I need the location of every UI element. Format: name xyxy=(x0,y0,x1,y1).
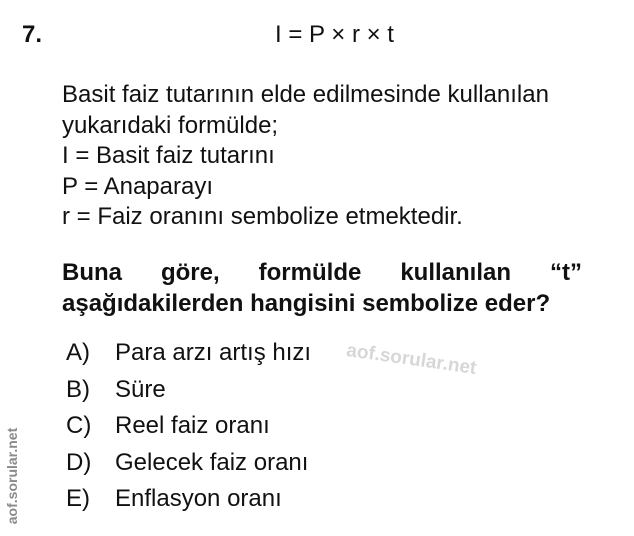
option-letter: E) xyxy=(66,485,90,512)
stem-line-i-definition: I = Basit faiz tutarını xyxy=(62,142,275,169)
prompt-word: göre, xyxy=(160,259,220,286)
watermark-side: aof.sorular.net xyxy=(4,427,20,525)
option-text: Gelecek faiz oranı xyxy=(115,448,309,476)
option-b[interactable] xyxy=(66,375,311,412)
prompt-word: “t” xyxy=(550,259,582,286)
stem-line-formula-ref: yukarıdaki formülde; xyxy=(62,111,279,139)
watermark-center: aof.sorular.net xyxy=(345,340,478,380)
option-a[interactable] xyxy=(66,338,311,375)
prompt-word: kullanılan xyxy=(400,259,512,286)
answer-options xyxy=(66,338,311,521)
simple-interest-formula: I = P × r × t xyxy=(275,21,394,48)
option-letter: B) xyxy=(66,375,90,403)
option-d[interactable] xyxy=(66,448,311,485)
option-text: Enflasyon oranı xyxy=(115,485,282,512)
option-text: Süre xyxy=(115,375,166,403)
prompt-line-2: aşağıdakilerden hangisini sembolize eder? xyxy=(62,290,551,317)
prompt-word: formülde xyxy=(258,259,362,286)
option-letter: A) xyxy=(66,339,90,366)
question-prompt xyxy=(62,257,582,319)
stem-line-r-definition: r = Faiz oranını sembolize etmektedir. xyxy=(62,203,463,230)
option-c[interactable] xyxy=(66,411,311,448)
question-number: 7. xyxy=(22,21,43,48)
prompt-line-1 xyxy=(62,257,582,288)
stem-line-p-definition: P = Anaparayı xyxy=(62,172,214,200)
question-stem xyxy=(62,80,614,233)
option-letter: C) xyxy=(66,412,92,439)
stem-line-intro: Basit faiz tutarının elde edilmesinde kullanılan xyxy=(62,81,549,108)
option-e[interactable] xyxy=(66,484,311,521)
prompt-word: Buna xyxy=(62,259,122,286)
option-letter: D) xyxy=(66,448,92,476)
option-text: Reel faiz oranı xyxy=(115,412,270,439)
option-text: Para arzı artış hızı xyxy=(115,339,312,366)
